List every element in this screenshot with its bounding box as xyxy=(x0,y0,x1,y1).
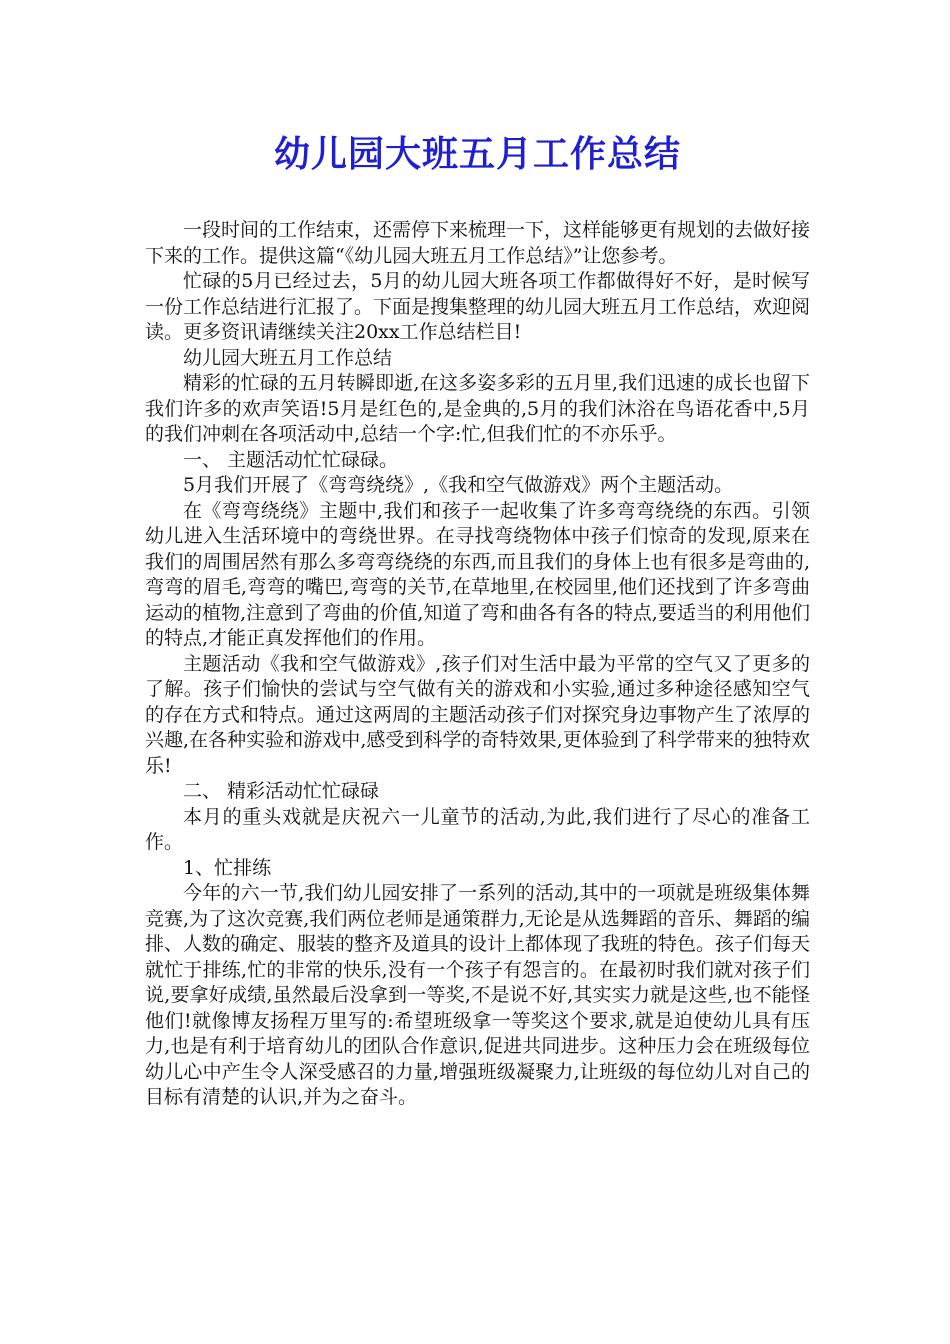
paragraph-subtitle: 幼儿园大班五月工作总结 xyxy=(183,346,393,369)
document-title: 幼儿园大班五月工作总结 xyxy=(273,133,681,175)
document-body xyxy=(145,218,810,1111)
section-heading-2: 二、 精彩活动忙忙碌碌 xyxy=(183,780,380,802)
section-heading-1: 一、 主题活动忙忙碌碌。 xyxy=(183,448,399,471)
paragraph-theme-curves: 在《弯弯绕绕》主题中,我们和孩子一起收集了许多弯弯绕绕的东西。引领幼儿进入生活环境中的弯绕世界。在寻找弯绕物体中孩子们惊奇的发现,原来在我们的周围居然有那么多弯弯绕绕的东西,而且我们的身体上也有很多是弯曲的,弯弯的眉毛,弯弯的嘴巴,弯弯的关节,在草地里,在校园里,他们还找到了许多弯曲运动的植物,注意到了弯曲的价值,知道了弯和曲各有各的特点,要适当的利用他们的特点,才能正真发挥他们的作用。 xyxy=(145,499,810,649)
paragraph-childrens-day: 本月的重头戏就是庆祝六一儿童节的活动,为此,我们进行了尽心的准备工作。 xyxy=(145,805,810,853)
paragraph-preface: 忙碌的5月已经过去，5月的幼儿园大班各项工作都做得好不好，是时候写一份工作总结进行汇报了。下面是搜集整理的幼儿园大班五月工作总结，欢迎阅读。更多资讯请继续关注20xx工作总结栏目! xyxy=(145,270,811,343)
paragraph-theme-air: 主题活动《我和空气做游戏》,孩子们对生活中最为平常的空气又了更多的了解。孩子们愉快的尝试与空气做有关的游戏和小实验,通过多种途径感知空气的存在方式和特点。通过这两周的主题活动孩子们对探究身边事物产生了浓厚的兴趣,在各种实验和游戏中,感受到科学的奇特效果,更体验到了科学带来的独特欢乐! xyxy=(145,652,811,777)
paragraph-rehearsal: 今年的六一节,我们幼儿园安排了一系列的活动,其中的一项就是班级集体舞竞赛,为了这次竞赛,我们两位老师是通策群力,无论是从选舞蹈的音乐、舞蹈的编排、人数的确定、服装的整齐及道具的设计上都体现了我班的特色。孩子们每天就忙于排练,忙的非常的快乐,没有一个孩子有怨言的。在最初时我们就对孩子们说,要拿好成绩,虽然最后没拿到一等奖,不是说不好,其实实力就是这些,也不能怪他们!就像博友扬程万里写的:希望班级拿一等奖这个要求,就是迫使幼儿具有压力,也是有利于培育幼儿的团队合作意识,促进共同进步。这种压力会在班级每位幼儿心中产生令人深受感召的力量,增强班级凝聚力,让班级的每位幼儿对自己的目标有清楚的认识,并为之奋斗。 xyxy=(145,882,811,1108)
paragraph-themes: 5月我们开展了《弯弯绕绕》,《我和空气做游戏》两个主题活动。 xyxy=(183,474,734,496)
subsection-heading-rehearsal: 1、忙排练 xyxy=(183,856,272,879)
paragraph-intro: 一段时间的工作结束，还需停下来梳理一下，这样能够更有规划的去做好接下来的工作。提供这篇“《幼儿园大班五月工作总结》”让您参考。 xyxy=(145,219,811,267)
paragraph-opening: 精彩的忙碌的五月转瞬即逝,在这多姿多彩的五月里,我们迅速的成长也留下我们许多的欢声笑语!5月是红色的,是金典的,5月的我们沐浴在鸟语花香中,5月的我们冲刺在各项活动中,总结一个字:忙,但我们忙的不亦乐乎。 xyxy=(145,372,810,445)
